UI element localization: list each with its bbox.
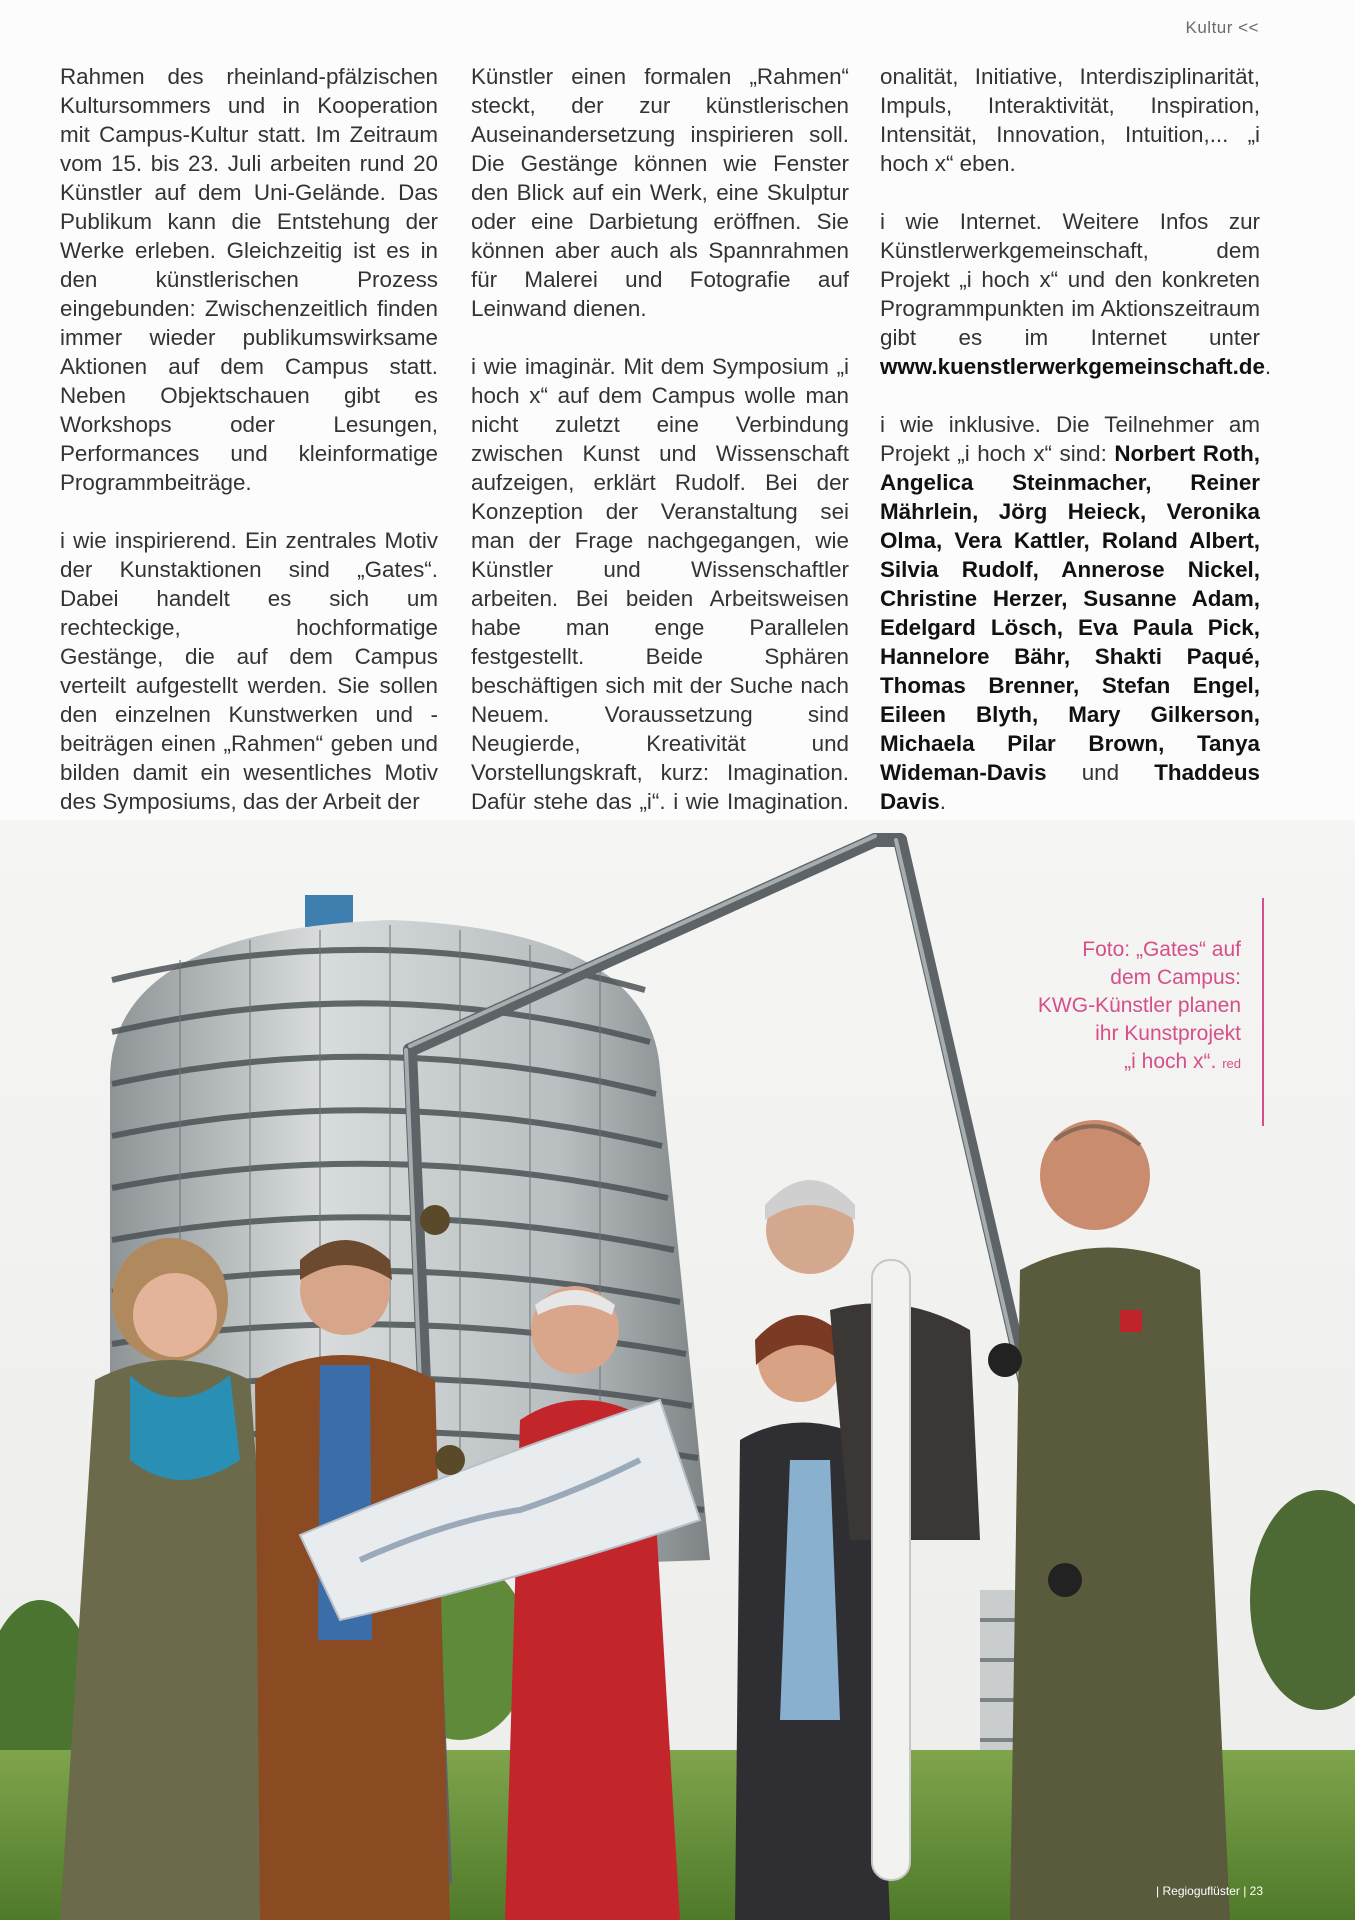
paragraph: i wie Internet. Weitere Infos zur Künstlerwerkgemeinschaft, dem Projekt „i hoch x“ und den konkreten Programmpunkten im Aktionszeitraum gibt es im Internet unter www.kuenstlerwerkgemeinschaft.de. xyxy=(880,209,1272,379)
paragraph-text: i wie Internet. Weitere Infos zur Künstlerwerkgemeinschaft, dem Projekt „i hoch x“ und den konkreten Programmpunkten im Aktionszeitraum gibt es im Internet unter xyxy=(880,209,1260,350)
participant-name-last: Thaddeus Davis xyxy=(880,760,1260,814)
section-header: Kultur << xyxy=(1185,18,1259,37)
paragraph-text: i wie inklusive. Die Teilnehmer am Projekt „i hoch x“ sind: xyxy=(880,412,1260,466)
caption-divider xyxy=(1262,898,1264,1126)
website-link[interactable]: www.kuenstlerwerkgemeinschaft.de xyxy=(880,354,1265,379)
paragraph: Künstler einen formalen „Rahmen“ steckt, der zur künstlerischen Auseinandersetzung inspirieren soll. Die Gestänge können wie Fenster den Blick auf ein Werk, eine Skulptur oder eine Darbietung eröffnen. Sie können aber auch als Spannrahmen für Malerei und Fotografie auf Leinwand dienen. xyxy=(471,64,849,321)
page-footer: | Regioguflüster | 23 xyxy=(1156,1884,1263,1898)
article-column-3 xyxy=(880,62,1272,845)
paragraph: i wie inklusive. Die Teilnehmer am Projekt „i hoch x“ sind: Norbert Roth, Angelica Steinmacher, Reiner Mährlein, Jörg Heieck, Veronika Olma, Vera Kattler, Roland Albert, Silvia Rudolf, Annerose Nickel, Christine Herzer, Susanne Adam, Edelgard Lösch, Eva Paula Pick, Hannelore Bähr, Shakti Paqué, Thomas Brenner, Stefan Engel, Eileen Blyth, Mary Gilkerson, Michaela Pilar Brown, Tanya Wideman-Davis und Thaddeus Davis. xyxy=(880,412,1260,814)
paragraph: onalität, Initiative, Interdisziplinarität, Impuls, Interaktivität, Inspiration, Intensität, Innovation, Intuition,... „i hoch x“ eben. xyxy=(880,64,1260,176)
paragraph: i wie inspirierend. Ein zentrales Motiv der Kunstaktionen sind „Gates“. Dabei handelt es sich um rechteckige, hochformatige Gestänge, die auf dem Campus verteilt aufgestellt werden. Sie sollen den einzelnen Kunstwerken und -beiträgen einen „Rahmen“ geben und bilden damit ein wesentliches Motiv des Symposiums, das der Arbeit der xyxy=(60,528,438,814)
photo-caption: Foto: „Gates“ auf dem Campus: KWG-Künstler planen ihr Kunstprojekt „i hoch x“. red xyxy=(1037,938,1241,1073)
participant-names: Norbert Roth, Angelica Steinmacher, Reiner Mährlein, Jörg Heieck, Veronika Olma, Vera Kattler, Roland Albert, Silvia Rudolf, Annerose Nickel, Christine Herzer, Susanne Adam, Edelgard Lösch, Eva Paula Pick, Hannelore Bähr, Shakti Paqué, Thomas Brenner, Stefan Engel, Eileen Blyth, Mary Gilkerson, Michaela Pilar Brown, Tanya Wideman-Davis xyxy=(880,441,1260,785)
article-column-2 xyxy=(471,62,849,874)
paragraph: Rahmen des rheinland-pfälzischen Kultursommers und in Kooperation mit Campus-Kultur statt. Im Zeitraum vom 15. bis 23. Juli arbeiten rund 20 Künstler auf dem Uni-Gelände. Das Publikum kann die Entstehung der Werke erleben. Gleichzeitig ist es in den künstlerischen Prozess eingebunden: Zwischenzeitlich finden immer wieder publikumswirksame Aktionen auf dem Campus statt. Neben Objektschauen gibt es Workshops oder Lesungen, Performances und kleinformatige Programmbeiträge. xyxy=(60,64,438,495)
paragraph: i wie imaginär. Mit dem Symposium „i hoch x“ auf dem Campus wolle man nicht zuletzt eine Verbindung zwischen Kunst und Wissenschaft aufzeigen, erklärt Rudolf. Bei der Konzeption der Veranstaltung sei man der Frage nachgegangen, wie Künstler und Wissenschaftler arbeiten. Bei beiden Arbeitsweisen habe man enge Parallelen festgestellt. Beide Sphären beschäftigen sich mit der Suche nach Neuem. Voraussetzung sind Neugierde, Kreativität und Vorstellungskraft, kurz: Imagination. Dafür stehe das „i“. i wie Imagination. xyxy=(471,354,849,814)
article-column-1 xyxy=(60,62,438,845)
photo-credit: red xyxy=(1222,1056,1241,1071)
